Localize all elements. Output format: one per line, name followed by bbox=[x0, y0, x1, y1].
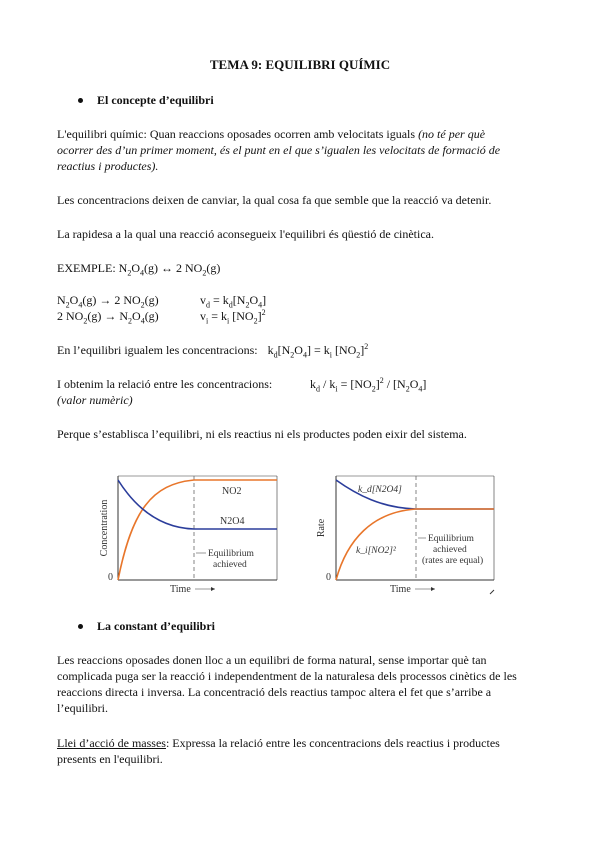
law-text-a: : Expressa la relació entre les concentracions dels reactius i productes bbox=[165, 736, 500, 750]
right-y-label: Rate bbox=[316, 518, 327, 538]
no2-curve bbox=[118, 480, 277, 580]
section-heading-concept bbox=[78, 92, 214, 109]
section-heading-text: La constant d’equilibri bbox=[97, 619, 216, 633]
rate-reverse: $v_i = k_i$ $[NO_2]^2$ bbox=[200, 308, 266, 326]
n2o4-curve bbox=[118, 480, 277, 529]
section-heading-text: El concepte d’equilibri bbox=[97, 93, 214, 107]
ratio-note: (valor numèric) bbox=[57, 393, 133, 407]
left-annotation-1: Equilibrium bbox=[208, 549, 254, 559]
law-of-mass-action-line2: presents en l'equilibri. bbox=[57, 752, 163, 766]
right-annotation-2: achieved bbox=[433, 545, 467, 555]
left-x-label: Time bbox=[170, 584, 191, 595]
ratio-text: I obtenim la relació entre les concentracions: bbox=[57, 377, 273, 391]
paragraph-constant-line2: complicada puga ser la reacció i independentment de la naturalesa dels processos cinètics de les bbox=[57, 669, 517, 683]
equalize-text: En l’equilibri igualem les concentracions: bbox=[57, 343, 258, 357]
paragraph-definition-line1 bbox=[57, 126, 485, 143]
paragraph-concentrations: Les concentracions deixen de canviar, la qual cosa fa que semble que la reacció va detenir. bbox=[57, 193, 492, 207]
corner-mark-icon bbox=[490, 590, 494, 594]
paragraph-kinetics: La rapidesa a la qual una reacció aconsegueix l'equilibri és qüestió de cinètica. bbox=[57, 227, 434, 241]
right-x-label: Time bbox=[390, 584, 411, 595]
concentration-chart bbox=[92, 470, 292, 595]
definition-lead: L'equilibri químic: Quan reaccions oposades ocorren amb velocitats iguals bbox=[57, 127, 416, 141]
definition-italic-a: (no té per què bbox=[415, 127, 486, 141]
right-zero-label: 0 bbox=[326, 572, 331, 583]
paragraph-constant-line1: Les reaccions oposades donen lloc a un equilibri de forma natural, sense importar què tan bbox=[57, 653, 487, 667]
left-zero-label: 0 bbox=[108, 572, 113, 583]
example-label: EXEMPLE: N bbox=[57, 261, 128, 275]
paragraph-constant-line3: reaccions directa i inversa. La concentració dels reactius tampoc altera el fet que s’arribe a bbox=[57, 685, 492, 699]
right-annotation-1: Equilibrium bbox=[428, 534, 474, 544]
ratio-line bbox=[57, 376, 272, 393]
paragraph-definition-line3: reactius i productes). bbox=[57, 159, 159, 173]
n2o4-label: N2O4 bbox=[220, 516, 245, 527]
law-title: Llei d’acció de masses bbox=[57, 736, 166, 750]
paragraph-constant-line4: l’equilibri. bbox=[57, 701, 108, 715]
reverse-rate-curve bbox=[336, 509, 494, 580]
left-annotation-2: achieved bbox=[213, 560, 247, 570]
left-x-arrowhead bbox=[211, 587, 215, 591]
example-line: EXEMPLE: $N_2O_4(g)$ ↔ 2 $NO_2(g)$ bbox=[57, 261, 221, 278]
equalize-line: En l’equilibri igualem les concentracions: $k_d[N_2O_4] = k_i$ $[NO_2]^2$ bbox=[57, 342, 369, 360]
paragraph-definition-line2: ocorrer des d’un primer moment, és el punt en el que s’igualen les velocitats de formació de bbox=[57, 143, 501, 157]
bullet-icon bbox=[78, 624, 83, 629]
equation-forward: $N_2O_4(g) \to 2$ $NO_2(g)$ bbox=[57, 293, 159, 310]
no2-label: NO2 bbox=[222, 486, 242, 497]
rate-chart bbox=[312, 470, 502, 600]
right-annotation-3: (rates are equal) bbox=[422, 556, 484, 566]
paragraph-system: Perque s’establisca l’equilibri, ni els reactius ni els productes poden eixir del sistema. bbox=[57, 427, 467, 441]
bullet-icon bbox=[78, 98, 83, 103]
rate-forward: $v_d = k_d[N_2O_4]$ bbox=[200, 293, 267, 310]
reverse-rate-label: k_i[NO2]² bbox=[356, 546, 396, 556]
right-x-arrowhead bbox=[431, 587, 435, 591]
law-of-mass-action-line1 bbox=[57, 735, 500, 752]
ratio-equation: $k_d / k_i = [NO_2]^2 / [N_2O_4]$ bbox=[310, 376, 427, 394]
left-y-label: Concentration bbox=[99, 499, 110, 557]
equation-reverse: 2 $NO_2(g) \to N_2O_4(g)$ bbox=[57, 309, 159, 326]
forward-rate-label: k_d[N2O4] bbox=[358, 485, 402, 495]
section-heading-constant bbox=[78, 618, 215, 635]
page-title: TEMA 9: EQUILIBRI QUÍMIC bbox=[209, 57, 391, 72]
